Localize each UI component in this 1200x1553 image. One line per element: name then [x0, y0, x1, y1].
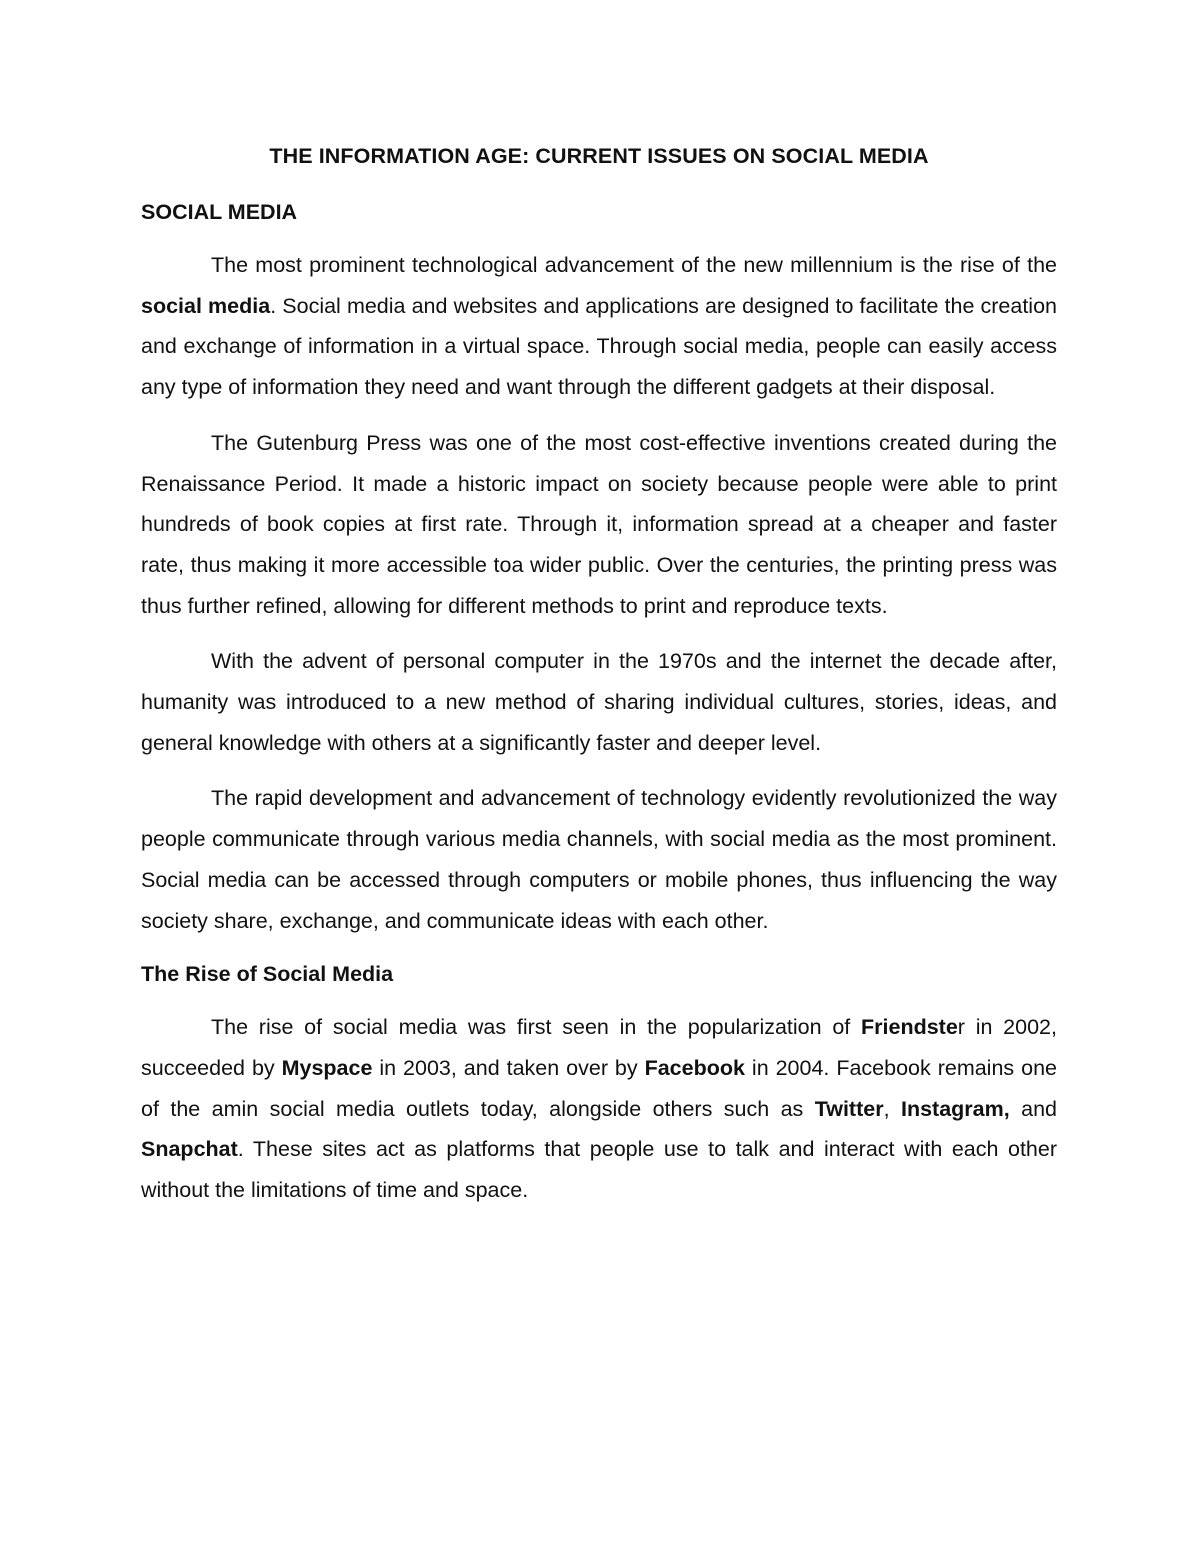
paragraph-intro — [141, 245, 1057, 408]
bold-term-twitter: Twitter — [814, 1096, 884, 1121]
bold-term-instagram: Instagram, — [900, 1096, 1010, 1121]
document-title: THE INFORMATION AGE: CURRENT ISSUES ON SOCIAL MEDIA — [269, 144, 929, 168]
subsection-heading-rise-of-social-media: The Rise of Social Media — [141, 962, 394, 987]
paragraph-text: in 2004. Facebook remains one of the amin social media outlets today, alongside others such as — [141, 1055, 1057, 1121]
paragraph-text: The most prominent technological advancement of the new millennium is the rise of the — [211, 253, 1057, 277]
paragraph-text: r in 2002, succeeded by — [141, 1015, 1057, 1080]
paragraph-rapid-development: The rapid development and advancement of technology evidently revolutionized the way people communicate through various media channels, with social media as the most prominent. Social media can be accessed through computers or mobile phones, thus influencing the way society share, exchange, and communicate ideas with each other. — [141, 786, 1057, 933]
paragraph-personal-computer: With the advent of personal computer in the 1970s and the internet the decade after, humanity was introduced to a new method of sharing individual cultures, stories, ideas, and general knowledge with others at a significantly faster and deeper level. — [141, 649, 1057, 755]
section-heading-social-media: SOCIAL MEDIA — [141, 200, 298, 224]
paragraph-text: . These sites act as platforms that people use to talk and interact with each other without the limitations of time and space. — [141, 1137, 1057, 1203]
document-page — [141, 138, 1057, 1211]
bold-term-facebook: Facebook — [644, 1055, 745, 1080]
paragraph-text: The rise of social media was first seen in the popularization of — [211, 1015, 862, 1040]
paragraph-text: in 2003, and taken over by — [372, 1055, 645, 1080]
paragraph-gutenburg-press: The Gutenburg Press was one of the most cost-effective inventions created during the Renaissance Period. It made a historic impact on society because people were able to print hundreds of book copies at first rate. Through it, information spread at a cheaper and faster rate, thus making it more accessible toa wider public. Over the centuries, the printing press was thus further refined, allowing for different methods to print and reproduce texts. — [141, 430, 1057, 618]
paragraph-text: , — [883, 1096, 901, 1121]
bold-term-friendster: Friendste — [861, 1015, 958, 1040]
paragraph-text: and — [1009, 1096, 1057, 1121]
paragraph-text: . Social media and websites and applications are designed to facilitate the creation and exchange of information in a virtual space. Through social media, people can easily access any type of information they need and want through the different gadgets at their disposal. — [141, 293, 1057, 400]
bold-term-snapchat: Snapchat — [141, 1137, 238, 1162]
bold-term-myspace: Myspace — [281, 1055, 373, 1080]
bold-term-social-media: social media — [141, 293, 271, 318]
paragraph-rise-of-social-media — [141, 1007, 1057, 1211]
